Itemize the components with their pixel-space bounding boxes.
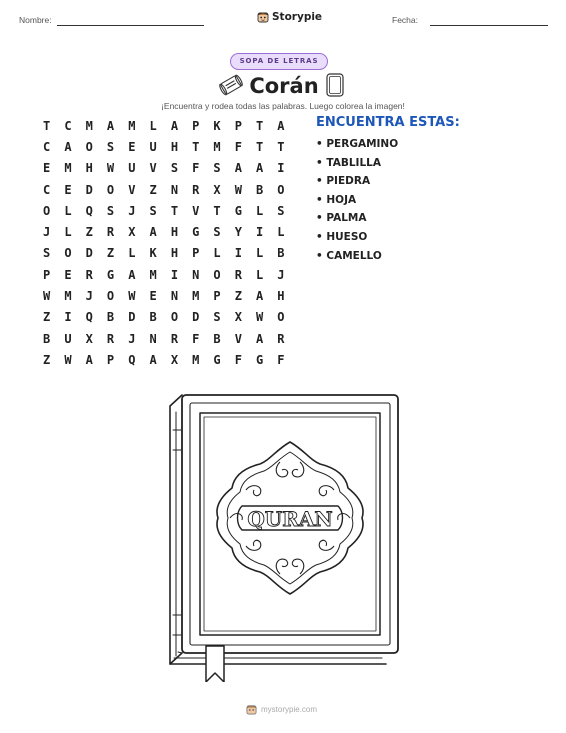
grid-letter[interactable]: Z <box>43 310 51 325</box>
grid-letter[interactable]: E <box>128 139 136 154</box>
grid-letter[interactable]: A <box>149 225 157 240</box>
grid-letter[interactable]: W <box>64 352 72 367</box>
storypie-mascot-icon <box>257 11 269 23</box>
grid-letter[interactable]: V <box>128 182 136 197</box>
grid-letter[interactable]: O <box>106 182 115 197</box>
word-list-item: • TABLILLA <box>316 156 381 169</box>
brand-name: Storypie <box>272 11 323 23</box>
word-list-item: • PALMA <box>316 212 367 225</box>
scroll-icon <box>218 74 244 96</box>
grid-letter[interactable]: A <box>170 118 179 133</box>
grid-letter[interactable]: L <box>277 225 285 240</box>
grid-letter[interactable]: X <box>85 331 93 346</box>
grid-letter[interactable]: F <box>192 331 200 346</box>
puzzle-type-badge: SOPA DE LETRAS <box>230 53 328 70</box>
grid-letter[interactable]: F <box>277 352 285 367</box>
brand-logo <box>257 11 322 23</box>
date-label: Fecha: <box>392 15 418 25</box>
word-list <box>316 135 398 265</box>
grid-letter[interactable]: B <box>149 310 157 325</box>
grid-letter[interactable]: Z <box>149 182 157 197</box>
quran-book-illustration <box>160 390 406 682</box>
grid-letter[interactable]: R <box>106 225 115 240</box>
grid-letter[interactable]: A <box>85 352 93 367</box>
grid-letter[interactable]: R <box>106 331 115 346</box>
letter-grid <box>36 115 292 371</box>
grid-letter[interactable]: G <box>234 203 242 218</box>
grid-letter[interactable]: I <box>170 267 179 282</box>
grid-letter[interactable]: V <box>149 161 157 176</box>
grid-letter[interactable]: S <box>213 225 221 240</box>
grid-letter[interactable]: O <box>170 310 179 325</box>
grid-letter[interactable]: Z <box>234 289 242 304</box>
grid-letter[interactable]: A <box>256 289 264 304</box>
grid-letter[interactable]: Z <box>106 246 115 261</box>
grid-letter[interactable]: P <box>234 118 242 133</box>
grid-letter[interactable]: T <box>192 139 200 154</box>
grid-letter[interactable]: M <box>64 161 72 176</box>
grid-letter[interactable]: L <box>256 267 264 282</box>
grid-letter[interactable]: K <box>149 246 157 261</box>
grid-letter[interactable]: W <box>256 310 264 325</box>
grid-letter[interactable]: H <box>170 246 179 261</box>
grid-letter[interactable]: O <box>277 182 285 197</box>
grid-letter[interactable]: M <box>149 267 157 282</box>
grid-letter[interactable]: P <box>192 118 200 133</box>
grid-letter[interactable]: S <box>149 203 157 218</box>
grid-letter[interactable]: T <box>43 118 51 133</box>
grid-letter[interactable]: J <box>128 203 136 218</box>
grid-letter[interactable]: L <box>64 203 72 218</box>
grid-letter[interactable]: Q <box>85 203 93 218</box>
grid-letter[interactable]: J <box>43 225 51 240</box>
grid-letter[interactable]: Z <box>85 225 93 240</box>
word-list-title: ENCUENTRA ESTAS: <box>316 115 460 130</box>
grid-letter[interactable]: P <box>192 246 200 261</box>
grid-letter[interactable]: A <box>128 267 136 282</box>
grid-letter[interactable]: B <box>43 331 51 346</box>
grid-letter[interactable]: S <box>213 161 221 176</box>
grid-letter[interactable]: L <box>149 118 157 133</box>
grid-letter[interactable]: T <box>277 139 285 154</box>
grid-letter[interactable]: G <box>192 225 200 240</box>
grid-letter[interactable]: M <box>192 352 200 367</box>
grid-letter[interactable]: Q <box>85 310 93 325</box>
grid-letter[interactable]: S <box>106 139 115 154</box>
name-label: Nombre: <box>19 15 52 25</box>
grid-letter[interactable]: X <box>170 352 179 367</box>
grid-letter[interactable]: F <box>234 139 242 154</box>
grid-letter[interactable]: M <box>213 139 221 154</box>
grid-letter[interactable]: Y <box>234 225 242 240</box>
grid-letter[interactable]: Q <box>128 352 136 367</box>
grid-letter[interactable]: S <box>277 203 285 218</box>
grid-letter[interactable]: T <box>170 203 179 218</box>
grid-letter[interactable]: L <box>213 246 221 261</box>
grid-letter[interactable]: R <box>170 331 179 346</box>
grid-letter[interactable]: R <box>85 267 93 282</box>
grid-letter[interactable]: R <box>277 331 285 346</box>
grid-letter[interactable]: A <box>256 161 264 176</box>
grid-letter[interactable]: W <box>106 161 115 176</box>
grid-letter[interactable]: E <box>64 182 72 197</box>
grid-letter[interactable]: I <box>277 161 285 176</box>
tablet-icon <box>325 72 345 98</box>
grid-letter[interactable]: U <box>64 331 72 346</box>
grid-letter[interactable]: J <box>85 289 93 304</box>
grid-letter[interactable]: J <box>128 331 136 346</box>
instructions: ¡Encuentra y rodea todas las palabras. Luego colorea la imagen! <box>161 101 405 111</box>
grid-letter[interactable]: O <box>106 289 115 304</box>
grid-letter[interactable]: O <box>213 267 221 282</box>
grid-letter[interactable]: M <box>192 289 200 304</box>
grid-letter[interactable]: V <box>192 203 200 218</box>
footer <box>246 704 317 715</box>
grid-letter[interactable]: O <box>277 310 285 325</box>
grid-letter[interactable]: D <box>85 246 93 261</box>
page-title: Corán <box>249 74 319 98</box>
grid-letter[interactable]: I <box>234 246 242 261</box>
grid-letter[interactable]: T <box>256 139 264 154</box>
grid-letter[interactable]: A <box>64 139 72 154</box>
grid-letter[interactable]: B <box>256 182 264 197</box>
grid-letter[interactable]: K <box>213 118 221 133</box>
name-line[interactable] <box>57 25 204 26</box>
grid-letter[interactable]: A <box>149 352 157 367</box>
grid-letter[interactable]: R <box>192 182 200 197</box>
grid-letter[interactable]: R <box>234 267 242 282</box>
grid-letter[interactable]: D <box>192 310 200 325</box>
grid-letter[interactable]: G <box>106 267 115 282</box>
grid-letter[interactable]: C <box>43 182 51 197</box>
grid-letter[interactable]: U <box>149 139 157 154</box>
grid-letter[interactable]: D <box>85 182 93 197</box>
grid-letter[interactable]: A <box>234 161 242 176</box>
grid-letter[interactable]: T <box>213 203 221 218</box>
grid-letter[interactable]: O <box>43 203 51 218</box>
grid-letter[interactable]: T <box>256 118 264 133</box>
date-line[interactable] <box>430 25 548 26</box>
storypie-mascot-icon <box>246 704 257 715</box>
grid-letter[interactable]: J <box>277 267 285 282</box>
word-list-item: • CAMELLO <box>316 249 382 262</box>
grid-letter[interactable]: A <box>256 331 264 346</box>
grid-letter[interactable]: B <box>213 331 221 346</box>
word-list-item: • HUESO <box>316 230 368 243</box>
grid-letter[interactable]: E <box>149 289 157 304</box>
grid-letter[interactable]: U <box>128 161 136 176</box>
grid-letter[interactable]: N <box>149 331 157 346</box>
grid-letter[interactable]: S <box>170 161 179 176</box>
grid-letter[interactable]: P <box>106 352 115 367</box>
grid-letter[interactable]: I <box>256 225 264 240</box>
grid-letter[interactable]: M <box>128 118 136 133</box>
grid-letter[interactable]: O <box>85 139 93 154</box>
grid-letter[interactable]: A <box>106 118 115 133</box>
footer-url[interactable]: mystorypie.com <box>261 705 318 714</box>
grid-letter[interactable]: B <box>277 246 285 261</box>
grid-letter[interactable]: F <box>234 352 242 367</box>
grid-letter[interactable]: E <box>43 161 51 176</box>
grid-letter[interactable]: S <box>43 246 51 261</box>
grid-letter[interactable]: F <box>192 161 200 176</box>
grid-letter[interactable]: B <box>106 310 115 325</box>
grid-letter[interactable]: H <box>85 161 93 176</box>
grid-letter[interactable]: H <box>170 139 179 154</box>
grid-letter[interactable]: H <box>170 225 179 240</box>
grid-letter[interactable]: L <box>256 246 264 261</box>
grid-letter[interactable]: L <box>128 246 136 261</box>
grid-letter[interactable]: L <box>256 203 264 218</box>
grid-letter[interactable]: M <box>85 118 93 133</box>
grid-letter[interactable]: P <box>213 289 221 304</box>
grid-letter[interactable]: G <box>256 352 264 367</box>
grid-letter[interactable]: W <box>128 289 136 304</box>
grid-letter[interactable]: Z <box>43 352 51 367</box>
grid-letter[interactable]: N <box>170 289 179 304</box>
word-list-item: • HOJA <box>316 193 357 206</box>
grid-letter[interactable]: P <box>43 267 51 282</box>
grid-letter[interactable]: X <box>213 182 221 197</box>
grid-letter[interactable]: N <box>192 267 200 282</box>
grid-letter[interactable]: X <box>234 310 242 325</box>
grid-letter[interactable]: C <box>43 139 51 154</box>
grid-letter[interactable]: X <box>128 225 136 240</box>
grid-letter[interactable]: S <box>213 310 221 325</box>
grid-letter[interactable]: D <box>128 310 136 325</box>
word-list-item: • PIEDRA <box>316 175 371 188</box>
grid-letter[interactable]: W <box>234 182 242 197</box>
grid-letter[interactable]: M <box>64 289 72 304</box>
grid-letter[interactable]: C <box>64 118 72 133</box>
grid-letter[interactable]: V <box>234 331 242 346</box>
grid-letter[interactable]: A <box>277 118 285 133</box>
book-title: QURAN <box>247 507 333 531</box>
grid-letter[interactable]: S <box>106 203 115 218</box>
grid-letter[interactable]: E <box>64 267 72 282</box>
grid-letter[interactable]: I <box>64 310 72 325</box>
grid-letter[interactable]: W <box>43 289 51 304</box>
word-list-item: • PERGAMINO <box>316 138 399 150</box>
grid-letter[interactable]: N <box>170 182 179 197</box>
grid-letter[interactable]: H <box>277 289 285 304</box>
grid-letter[interactable]: O <box>64 246 72 261</box>
grid-letter[interactable]: G <box>213 352 221 367</box>
grid-letter[interactable]: L <box>64 225 72 240</box>
